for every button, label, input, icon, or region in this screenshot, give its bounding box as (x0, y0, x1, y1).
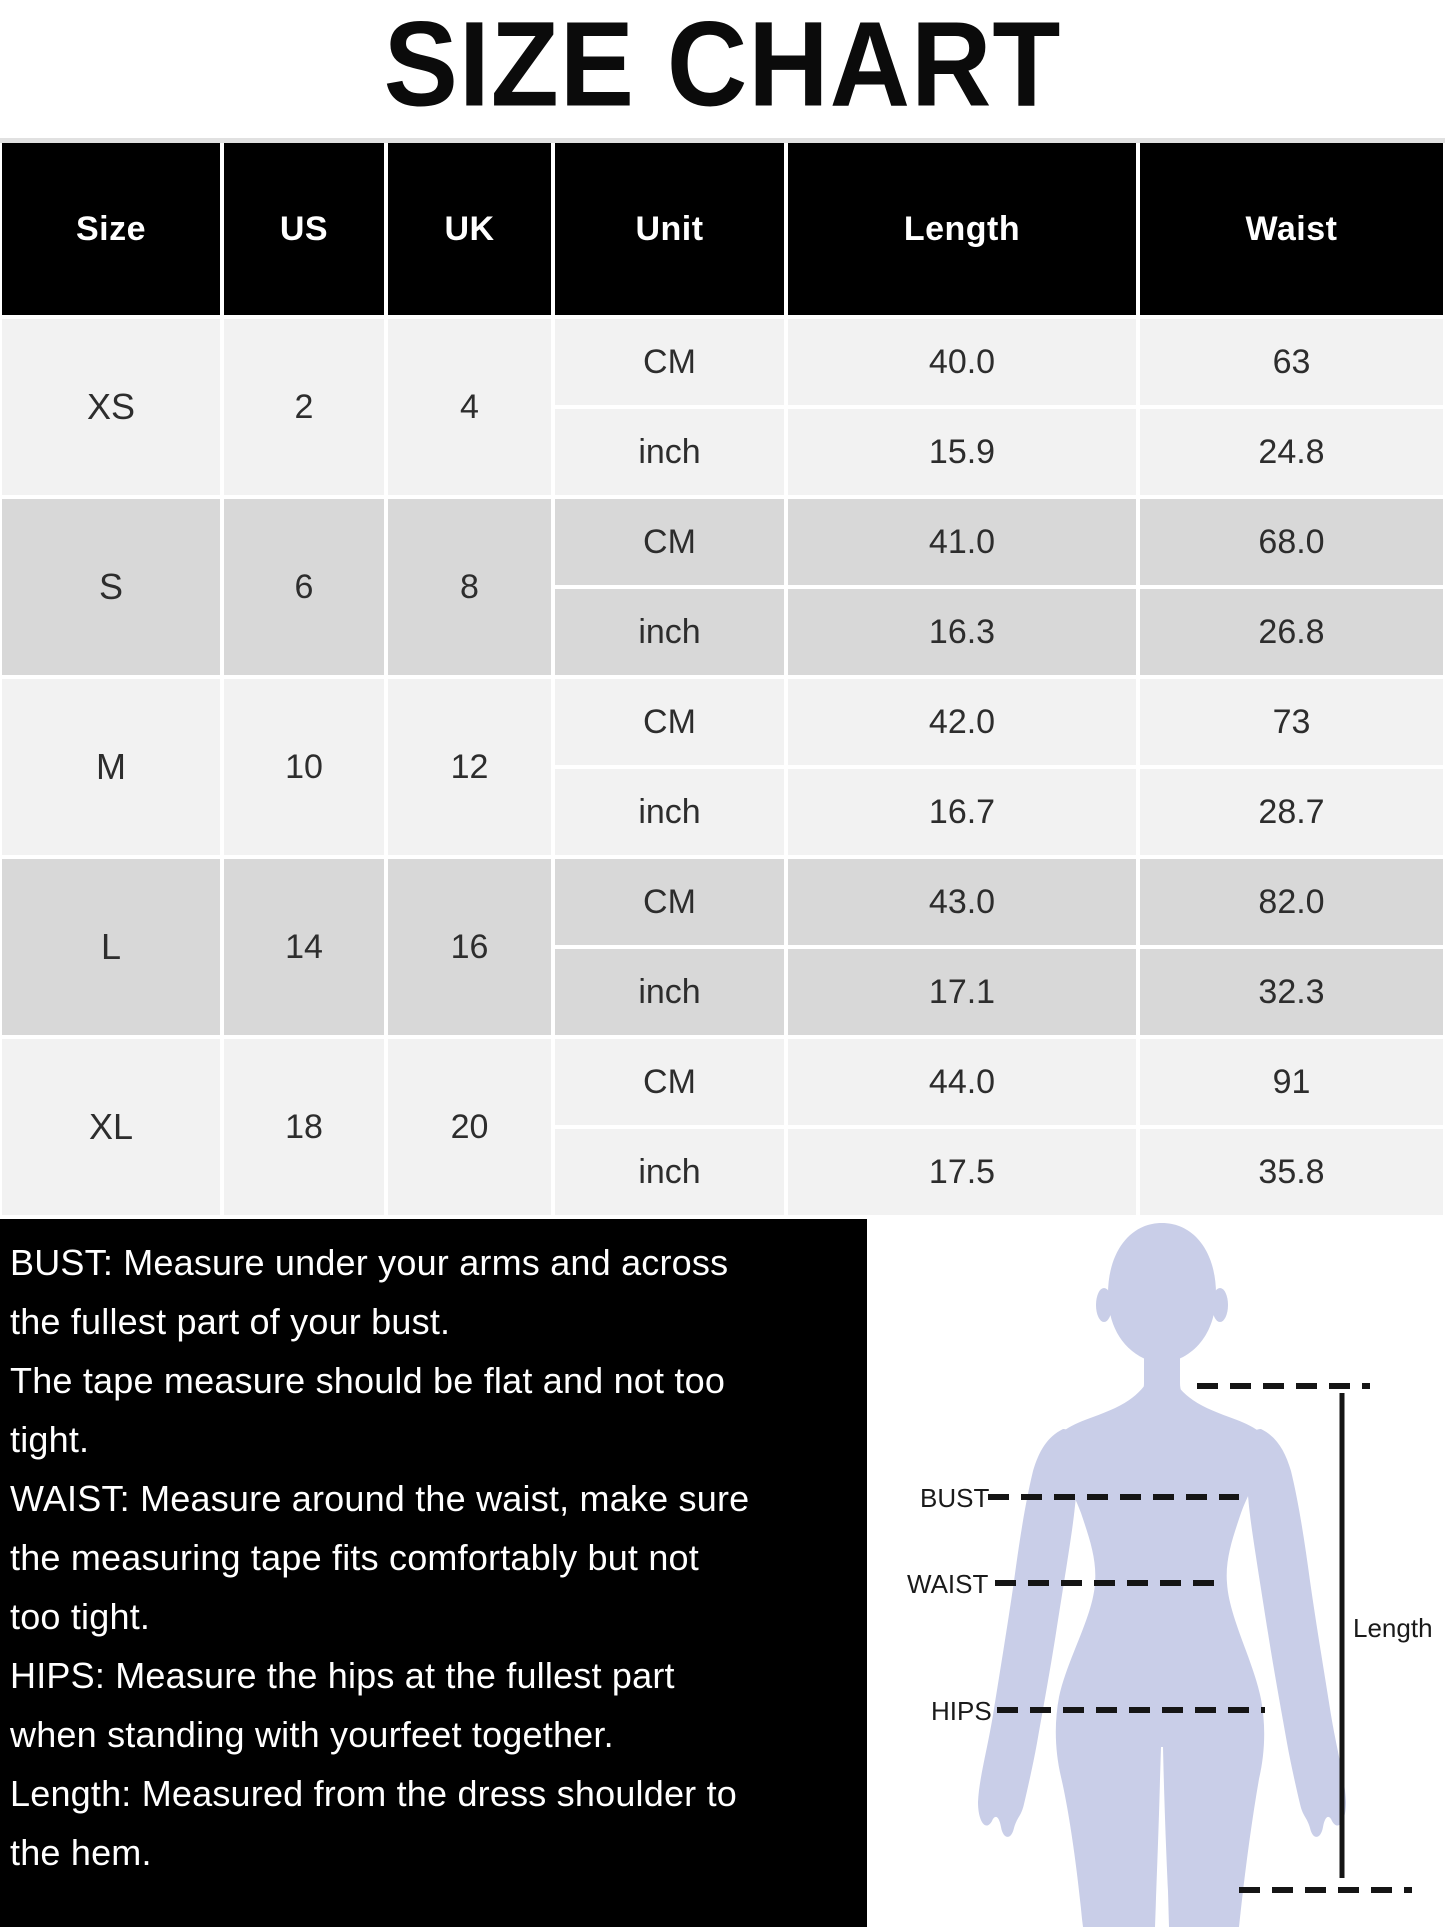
column-header-size: Size (2, 143, 220, 315)
waist-value-cell: 24.8 (1140, 409, 1443, 495)
length-value-cell: 15.9 (788, 409, 1136, 495)
note-line: The tape measure should be flat and not too (10, 1360, 726, 1401)
length-value-cell: 16.7 (788, 769, 1136, 855)
us-size-cell: 14 (224, 859, 384, 1035)
uk-size-cell: 16 (388, 859, 551, 1035)
unit-label-cell: CM (555, 319, 784, 405)
size-cell: XS (2, 319, 220, 495)
unit-label-cell: CM (555, 859, 784, 945)
column-header-length: Length (788, 143, 1136, 315)
waist-value-cell: 63 (1140, 319, 1443, 405)
size-cell: M (2, 679, 220, 855)
size-chart-table (0, 138, 1445, 1215)
unit-label-cell: CM (555, 679, 784, 765)
note-line: the measuring tape fits comfortably but not (10, 1537, 699, 1578)
note-line: BUST: Measure under your arms and across (10, 1242, 729, 1283)
unit-label-cell: inch (555, 949, 784, 1035)
length-value-cell: 43.0 (788, 859, 1136, 945)
body-silhouette-diagram (867, 1219, 1445, 1927)
note-line: Length: Measured from the dress shoulder to (10, 1773, 738, 1814)
us-size-cell: 6 (224, 499, 384, 675)
waist-value-cell: 26.8 (1140, 589, 1443, 675)
us-size-cell: 2 (224, 319, 384, 495)
waist-value-cell: 91 (1140, 1039, 1443, 1125)
uk-size-cell: 12 (388, 679, 551, 855)
unit-label-cell: CM (555, 1039, 784, 1125)
length-value-cell: 16.3 (788, 589, 1136, 675)
uk-size-cell: 8 (388, 499, 551, 675)
column-header-unit: Unit (555, 143, 784, 315)
measurement-notes-panel (0, 1219, 867, 1927)
length-value-cell: 41.0 (788, 499, 1136, 585)
waist-value-cell: 68.0 (1140, 499, 1443, 585)
page-title: SIZE CHART (383, 0, 1062, 132)
unit-label-cell: CM (555, 499, 784, 585)
waist-value-cell: 73 (1140, 679, 1443, 765)
size-cell: XL (2, 1039, 220, 1215)
note-line: WAIST: Measure around the waist, make sure (10, 1478, 750, 1519)
size-cell: L (2, 859, 220, 1035)
length-value-cell: 42.0 (788, 679, 1136, 765)
waist-value-cell: 28.7 (1140, 769, 1443, 855)
length-value-cell: 44.0 (788, 1039, 1136, 1125)
waist-value-cell: 35.8 (1140, 1129, 1443, 1215)
waist-label: WAIST (907, 1569, 989, 1599)
measurement-figure-panel (867, 1219, 1445, 1927)
bust-label: BUST (920, 1483, 990, 1513)
unit-label-cell: inch (555, 769, 784, 855)
column-header-uk: UK (388, 143, 551, 315)
waist-value-cell: 32.3 (1140, 949, 1443, 1035)
uk-size-cell: 4 (388, 319, 551, 495)
length-label: Length (1353, 1613, 1433, 1643)
unit-label-cell: inch (555, 409, 784, 495)
size-cell: S (2, 499, 220, 675)
waist-value-cell: 82.0 (1140, 859, 1443, 945)
column-header-waist: Waist (1140, 143, 1443, 315)
length-value-cell: 40.0 (788, 319, 1136, 405)
uk-size-cell: 20 (388, 1039, 551, 1215)
note-line: when standing with yourfeet together. (10, 1714, 614, 1755)
note-line: the fullest part of your bust. (10, 1301, 451, 1342)
note-line: HIPS: Measure the hips at the fullest part (10, 1655, 675, 1696)
hips-label: HIPS (931, 1696, 992, 1726)
note-line: tight. (10, 1419, 90, 1460)
length-value-cell: 17.1 (788, 949, 1136, 1035)
us-size-cell: 10 (224, 679, 384, 855)
us-size-cell: 18 (224, 1039, 384, 1215)
female-body-silhouette-icon (978, 1223, 1346, 1927)
length-value-cell: 17.5 (788, 1129, 1136, 1215)
unit-label-cell: inch (555, 589, 784, 675)
note-line: the hem. (10, 1832, 152, 1873)
column-header-us: US (224, 143, 384, 315)
unit-label-cell: inch (555, 1129, 784, 1215)
note-line: too tight. (10, 1596, 151, 1637)
